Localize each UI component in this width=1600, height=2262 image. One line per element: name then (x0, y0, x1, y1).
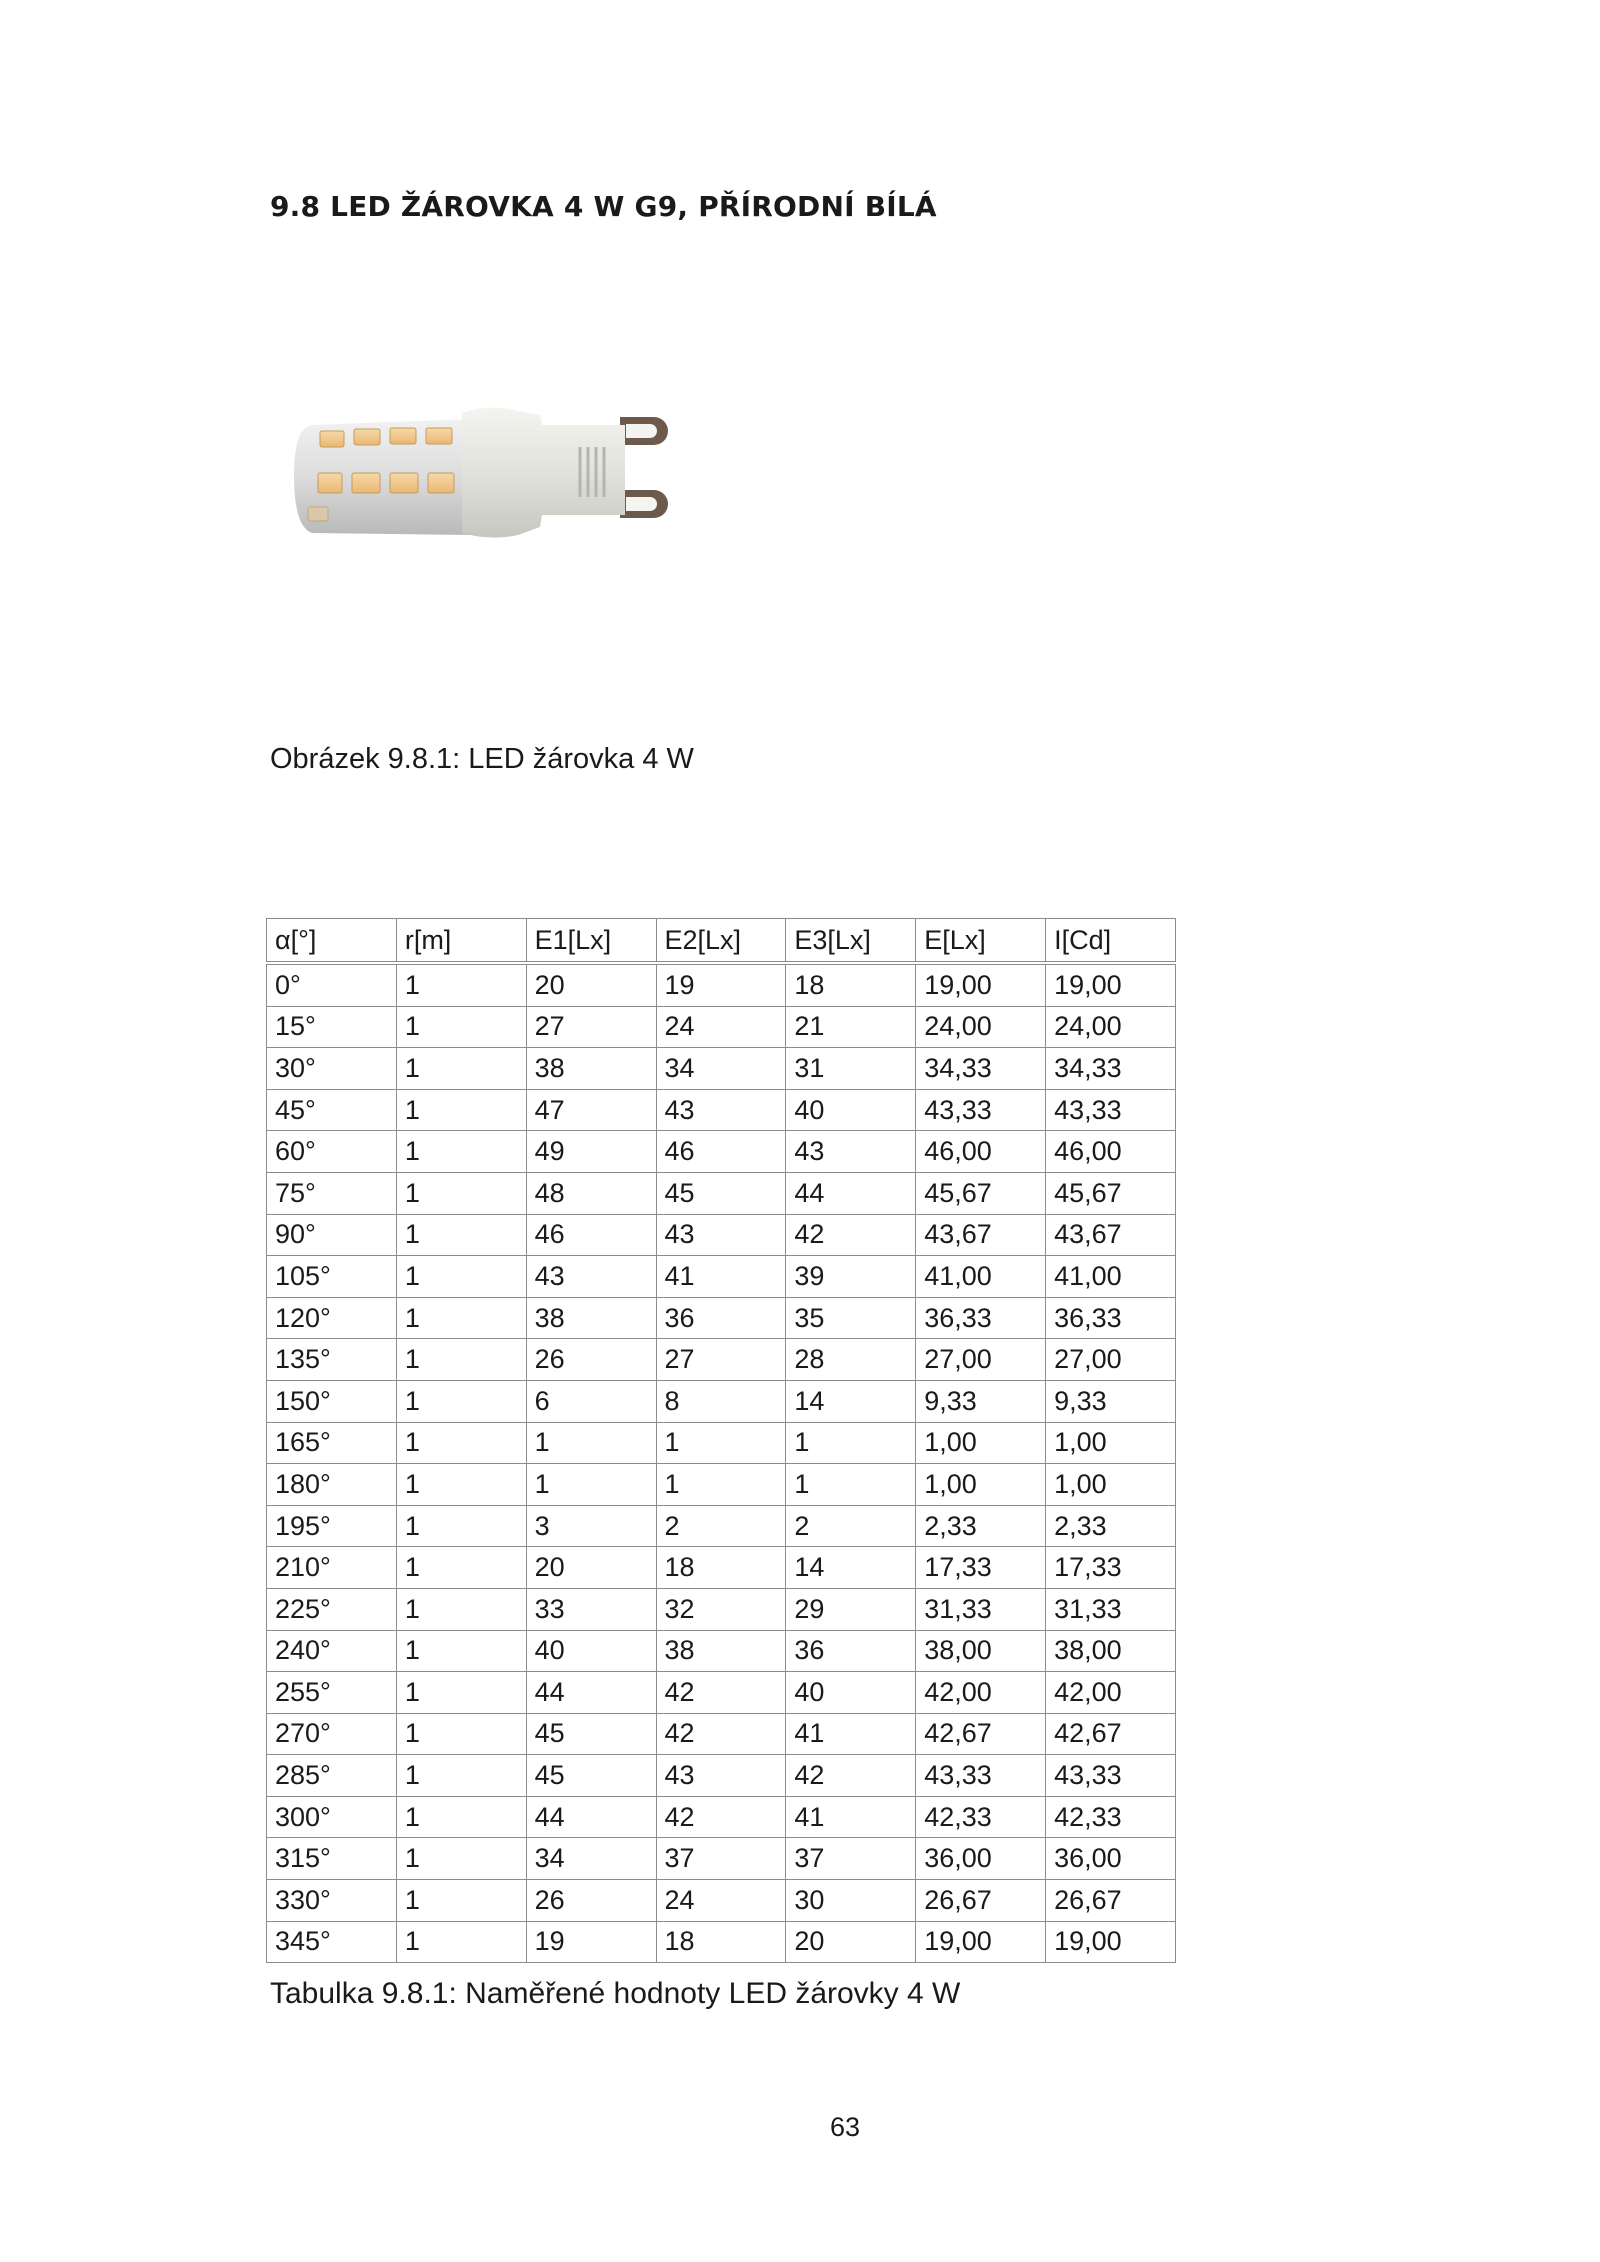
table-cell: 135° (267, 1339, 397, 1381)
table-row (267, 1505, 1176, 1547)
table-cell: 42,67 (1046, 1713, 1176, 1755)
table-cell: 8 (656, 1380, 786, 1422)
table-row (267, 1297, 1176, 1339)
column-header: E1[Lx] (526, 919, 656, 964)
table-cell: 285° (267, 1755, 397, 1797)
table-cell: 20 (786, 1921, 916, 1963)
table-row (267, 1089, 1176, 1131)
table-cell: 1 (396, 1547, 526, 1589)
table-cell: 36,33 (1046, 1297, 1176, 1339)
table-row (267, 1339, 1176, 1381)
table-cell: 19,00 (1046, 1921, 1176, 1963)
bulb-pins (620, 417, 668, 518)
figure-caption: Obrázek 9.8.1: LED žárovka 4 W (270, 743, 694, 775)
table-cell: 38 (526, 1297, 656, 1339)
table-cell: 270° (267, 1713, 397, 1755)
table-cell: 240° (267, 1630, 397, 1672)
table-cell: 330° (267, 1880, 397, 1922)
table-cell: 1 (396, 1380, 526, 1422)
table-cell: 34 (656, 1048, 786, 1090)
table-cell: 42 (656, 1796, 786, 1838)
table-cell: 1 (396, 1214, 526, 1256)
table-cell: 150° (267, 1380, 397, 1422)
table-cell: 120° (267, 1297, 397, 1339)
table-cell: 9,33 (916, 1380, 1046, 1422)
table-cell: 42,67 (916, 1713, 1046, 1755)
table-cell: 2,33 (916, 1505, 1046, 1547)
table-cell: 26,67 (916, 1880, 1046, 1922)
table-cell: 1 (526, 1464, 656, 1506)
table-cell: 46 (526, 1214, 656, 1256)
table-cell: 41,00 (916, 1256, 1046, 1298)
table-cell: 3 (526, 1505, 656, 1547)
table-cell: 36,00 (1046, 1838, 1176, 1880)
table-cell: 1 (656, 1422, 786, 1464)
table-cell: 41,00 (1046, 1256, 1176, 1298)
led-bulb-image (290, 395, 690, 595)
table-cell: 34,33 (1046, 1048, 1176, 1090)
column-header: α[°] (267, 919, 397, 964)
table-cell: 43 (656, 1755, 786, 1797)
table-cell: 90° (267, 1214, 397, 1256)
table-cell: 42,00 (1046, 1672, 1176, 1714)
table-cell: 26 (526, 1880, 656, 1922)
table-cell: 1,00 (1046, 1464, 1176, 1506)
table-cell: 1 (396, 1796, 526, 1838)
table-cell: 24 (656, 1006, 786, 1048)
table-row (267, 963, 1176, 1006)
table-cell: 37 (786, 1838, 916, 1880)
table-cell: 24,00 (1046, 1006, 1176, 1048)
table-row (267, 1672, 1176, 1714)
table-cell: 2 (656, 1505, 786, 1547)
table-cell: 1 (396, 1422, 526, 1464)
table-cell: 46,00 (1046, 1131, 1176, 1173)
table-cell: 49 (526, 1131, 656, 1173)
table-cell: 1 (396, 1588, 526, 1630)
table-row (267, 1588, 1176, 1630)
table-cell: 34,33 (916, 1048, 1046, 1090)
table-cell: 38 (656, 1630, 786, 1672)
table-cell: 1 (396, 1131, 526, 1173)
table-cell: 17,33 (916, 1547, 1046, 1589)
table-cell: 33 (526, 1588, 656, 1630)
table-cell: 42 (656, 1713, 786, 1755)
table-cell: 9,33 (1046, 1380, 1176, 1422)
table-cell: 1,00 (1046, 1422, 1176, 1464)
column-header: r[m] (396, 919, 526, 964)
table-cell: 38,00 (916, 1630, 1046, 1672)
table-cell: 60° (267, 1131, 397, 1173)
table-cell: 19 (526, 1921, 656, 1963)
table-cell: 40 (786, 1089, 916, 1131)
table-cell: 41 (786, 1796, 916, 1838)
table-cell: 42,33 (1046, 1796, 1176, 1838)
table-cell: 27,00 (1046, 1339, 1176, 1381)
table-cell: 210° (267, 1547, 397, 1589)
table-cell: 1 (396, 1672, 526, 1714)
table-row (267, 1921, 1176, 1963)
table-cell: 18 (786, 963, 916, 1006)
table-cell: 21 (786, 1006, 916, 1048)
table-cell: 1 (396, 1630, 526, 1672)
table-cell: 26 (526, 1339, 656, 1381)
table-cell: 45,67 (1046, 1172, 1176, 1214)
table-cell: 180° (267, 1464, 397, 1506)
measurement-table (266, 918, 1176, 1963)
table-cell: 1 (396, 1713, 526, 1755)
table-cell: 19,00 (1046, 963, 1176, 1006)
column-header: E2[Lx] (656, 919, 786, 964)
table-cell: 315° (267, 1838, 397, 1880)
table-cell: 43,33 (916, 1755, 1046, 1797)
table-cell: 43 (656, 1214, 786, 1256)
table-cell: 31,33 (916, 1588, 1046, 1630)
table-cell: 20 (526, 1547, 656, 1589)
table-cell: 18 (656, 1547, 786, 1589)
table-cell: 32 (656, 1588, 786, 1630)
table-header-row (267, 919, 1176, 964)
table-cell: 43 (656, 1089, 786, 1131)
table-cell: 30° (267, 1048, 397, 1090)
table-cell: 1 (396, 1838, 526, 1880)
table-cell: 19,00 (916, 1921, 1046, 1963)
table-cell: 41 (786, 1713, 916, 1755)
table-cell: 19,00 (916, 963, 1046, 1006)
table-row (267, 1131, 1176, 1173)
table-cell: 45,67 (916, 1172, 1046, 1214)
table-cell: 1 (526, 1422, 656, 1464)
table-cell: 1,00 (916, 1464, 1046, 1506)
table-caption: Tabulka 9.8.1: Naměřené hodnoty LED žárovky 4 W (270, 1977, 961, 2010)
column-header: I[Cd] (1046, 919, 1176, 964)
table-cell: 43,67 (916, 1214, 1046, 1256)
table-cell: 42 (656, 1672, 786, 1714)
table-cell: 36,33 (916, 1297, 1046, 1339)
table-cell: 2 (786, 1505, 916, 1547)
table-cell: 43,33 (1046, 1089, 1176, 1131)
table-cell: 40 (526, 1630, 656, 1672)
table-cell: 1 (396, 1921, 526, 1963)
table-row (267, 1256, 1176, 1298)
table-cell: 45 (526, 1755, 656, 1797)
table-cell: 1 (786, 1464, 916, 1506)
table-cell: 42,00 (916, 1672, 1046, 1714)
table-row (267, 1838, 1176, 1880)
table-cell: 27 (526, 1006, 656, 1048)
table-cell: 18 (656, 1921, 786, 1963)
table-cell: 38 (526, 1048, 656, 1090)
table-cell: 1 (396, 1505, 526, 1547)
table-cell: 38,00 (1046, 1630, 1176, 1672)
table-cell: 30 (786, 1880, 916, 1922)
table-cell: 1 (656, 1464, 786, 1506)
table-cell: 44 (786, 1172, 916, 1214)
table-cell: 45° (267, 1089, 397, 1131)
table-cell: 36 (786, 1630, 916, 1672)
table-cell: 31 (786, 1048, 916, 1090)
table-row (267, 1630, 1176, 1672)
table-cell: 14 (786, 1380, 916, 1422)
table-row (267, 1380, 1176, 1422)
table-cell: 40 (786, 1672, 916, 1714)
table-cell: 29 (786, 1588, 916, 1630)
table-cell: 43 (786, 1131, 916, 1173)
column-header: E[Lx] (916, 919, 1046, 964)
table-cell: 34 (526, 1838, 656, 1880)
table-cell: 105° (267, 1256, 397, 1298)
table-cell: 44 (526, 1796, 656, 1838)
section-heading: 9.8 LED ŽÁROVKA 4 W G9, PŘÍRODNÍ BÍLÁ (270, 190, 937, 223)
table-cell: 1 (396, 1006, 526, 1048)
table-cell: 24 (656, 1880, 786, 1922)
table-cell: 195° (267, 1505, 397, 1547)
table-cell: 45 (656, 1172, 786, 1214)
table-cell: 1 (396, 1256, 526, 1298)
table-cell: 1 (396, 1297, 526, 1339)
table-cell: 1 (396, 1464, 526, 1506)
table-cell: 1 (396, 963, 526, 1006)
table-row (267, 1214, 1176, 1256)
table-row (267, 1172, 1176, 1214)
table-cell: 35 (786, 1297, 916, 1339)
table-cell: 1 (396, 1048, 526, 1090)
table-cell: 27,00 (916, 1339, 1046, 1381)
table-cell: 1 (786, 1422, 916, 1464)
table-cell: 43,33 (1046, 1755, 1176, 1797)
table-cell: 36,00 (916, 1838, 1046, 1880)
table-cell: 165° (267, 1422, 397, 1464)
table-cell: 26,67 (1046, 1880, 1176, 1922)
table-cell: 45 (526, 1713, 656, 1755)
table-cell: 43,67 (1046, 1214, 1176, 1256)
table-cell: 1,00 (916, 1422, 1046, 1464)
table-cell: 1 (396, 1089, 526, 1131)
table-cell: 48 (526, 1172, 656, 1214)
table-cell: 36 (656, 1297, 786, 1339)
table-cell: 28 (786, 1339, 916, 1381)
table-cell: 1 (396, 1172, 526, 1214)
table-cell: 44 (526, 1672, 656, 1714)
table-row (267, 1796, 1176, 1838)
table-cell: 1 (396, 1755, 526, 1797)
table-cell: 42 (786, 1214, 916, 1256)
table-cell: 300° (267, 1796, 397, 1838)
table-row (267, 1880, 1176, 1922)
table-row (267, 1464, 1176, 1506)
table-cell: 6 (526, 1380, 656, 1422)
table-cell: 43,33 (916, 1089, 1046, 1131)
table-cell: 255° (267, 1672, 397, 1714)
column-header: E3[Lx] (786, 919, 916, 964)
table-cell: 37 (656, 1838, 786, 1880)
table-cell: 17,33 (1046, 1547, 1176, 1589)
table-cell: 345° (267, 1921, 397, 1963)
table-cell: 15° (267, 1006, 397, 1048)
table-row (267, 1547, 1176, 1589)
page-number: 63 (829, 2112, 861, 2142)
table-cell: 42,33 (916, 1796, 1046, 1838)
table-cell: 14 (786, 1547, 916, 1589)
table-cell: 31,33 (1046, 1588, 1176, 1630)
table-cell: 20 (526, 963, 656, 1006)
table-cell: 24,00 (916, 1006, 1046, 1048)
table-cell: 46,00 (916, 1131, 1046, 1173)
table-cell: 2,33 (1046, 1505, 1176, 1547)
table-cell: 47 (526, 1089, 656, 1131)
table-row (267, 1422, 1176, 1464)
table-cell: 42 (786, 1755, 916, 1797)
table-cell: 41 (656, 1256, 786, 1298)
table-cell: 39 (786, 1256, 916, 1298)
table-row (267, 1755, 1176, 1797)
table-cell: 225° (267, 1588, 397, 1630)
table-row (267, 1006, 1176, 1048)
table-cell: 0° (267, 963, 397, 1006)
table-cell: 19 (656, 963, 786, 1006)
table-row (267, 1048, 1176, 1090)
table-cell: 46 (656, 1131, 786, 1173)
table-cell: 1 (396, 1880, 526, 1922)
table-cell: 75° (267, 1172, 397, 1214)
table-row (267, 1713, 1176, 1755)
table-cell: 1 (396, 1339, 526, 1381)
table-cell: 27 (656, 1339, 786, 1381)
table-cell: 43 (526, 1256, 656, 1298)
